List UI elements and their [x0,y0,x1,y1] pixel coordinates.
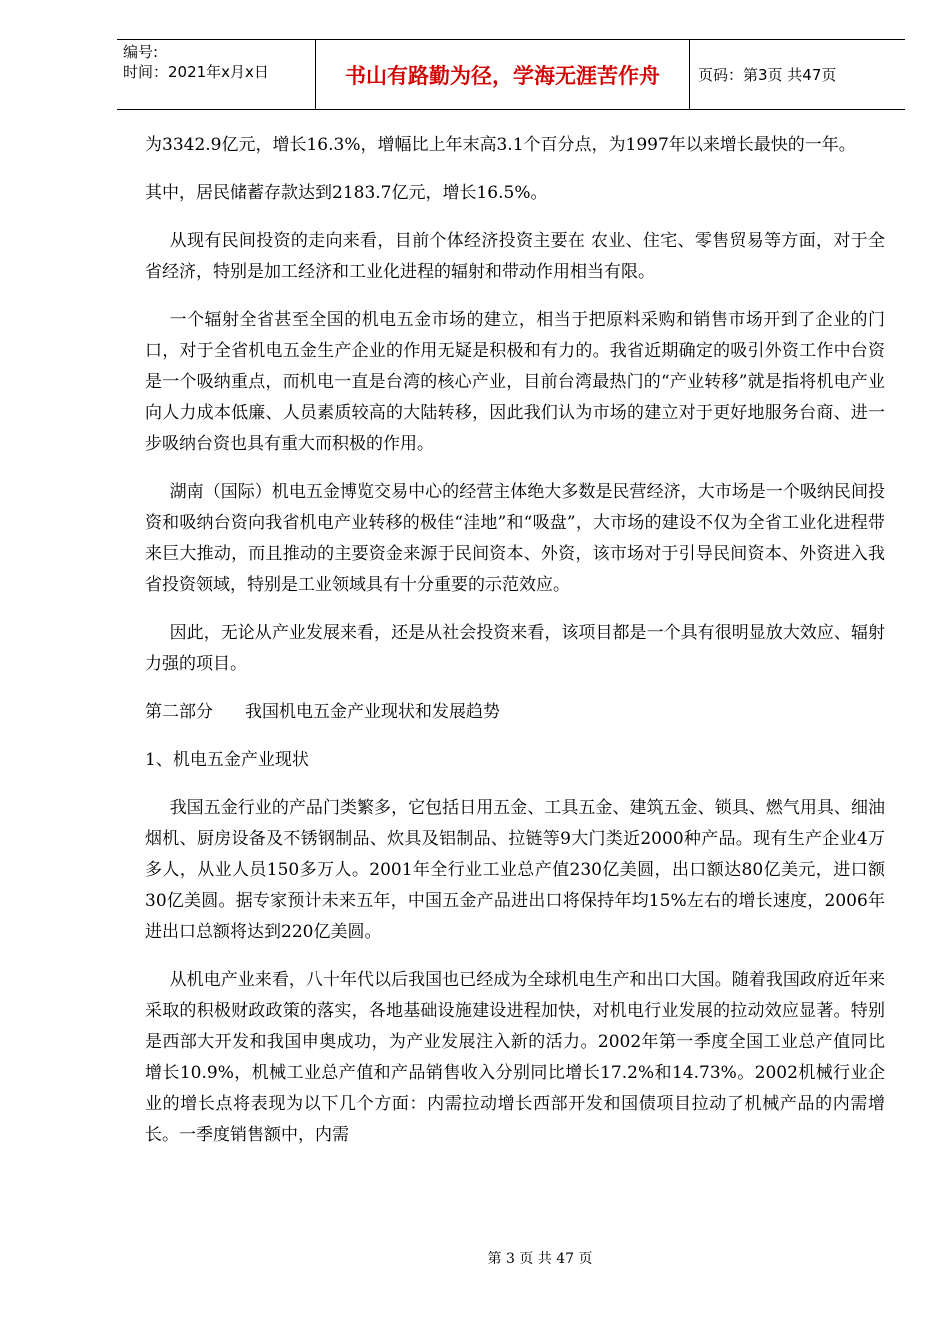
sub-heading: 1、机电五金产业现状 [145,750,309,770]
page-footer [0,1248,950,1268]
time-label: 时间：2021年x月x日 [123,63,269,81]
footer-page-number: 第 3 页 共 47 页 [487,1251,593,1267]
paragraph-3: 从现有民间投资的走向来看，目前个体经济投资主要在 农业、住宅、零售贸易等方面，对于全省经济，特别是加工经济和工业化进程的辐射和带动作用相当有限。 [145,231,885,282]
section-heading [145,697,885,728]
paragraph-7: 我国五金行业的产品门类繁多，它包括日用五金、工具五金、建筑五金、锁具、燃气用具、细油烟机、厨房设备及不锈钢制品、炊具及铝制品、拉链等9大门类近2000种产品。现有生产企业4万多人，从业人员150多万人。2001年全行业工业总产值230亿美圆，出口额达80亿美元，进口额30亿美圆。据专家预计未来五年，中国五金产品进出口将保持年均15%左右的增长速度，2006年进出口总额将达到220亿美圆。 [145,798,885,942]
paragraph-2: 其中，居民储蓄存款达到2183.7亿元，增长16.5%。 [145,183,548,203]
part-title: 我国机电五金产业现状和发展趋势 [245,702,500,722]
header-page-label: 页码：第3页 共47页 [698,66,837,84]
code-label: 编号: [123,43,159,61]
document-body [145,130,885,1168]
paragraph-1: 为3342.9亿元，增长16.3%，增幅比上年末高3.1个百分点，为1997年以来增长最快的一年。 [145,135,856,155]
paragraph-6: 因此，无论从产业发展来看，还是从社会投资来看，该项目都是一个具有很明显放大效应、辐射力强的项目。 [145,623,885,674]
paragraph-4: 一个辐射全省甚至全国的机电五金市场的建立，相当于把原料采购和销售市场开到了企业的门口，对于全省机电五金生产企业的作用无疑是积极和有力的。我省近期确定的吸引外资工作中台资是一个吸纳重点，而机电一直是台湾的核心产业，目前台湾最热门的“产业转移”就是指将机电产业向人力成本低廉、人员素质较高的大陆转移，因此我们认为市场的建立对于更好地服务台商、进一步吸纳台资也具有重大而积极的作用。 [145,310,885,454]
page-header [117,39,905,110]
header-slogan: 书山有路勤为径，学海无涯苦作舟 [316,40,690,109]
paragraph-8: 从机电产业来看，八十年代以后我国也已经成为全球机电生产和出口大国。随着我国政府近年来采取的积极财政政策的落实，各地基础设施建设进程加快，对机电行业发展的拉动效应显著。特别是西部大开发和我国申奥成功，为产业发展注入新的活力。2002年第一季度全国工业总产值同比增长10.9%，机械工业总产值和产品销售收入分别同比增长17.2%和14.73%。2002机械行业企业的增长点将表现为以下几个方面：内需拉动增长西部开发和国债项目拉动了机械产品的内需增长。一季度销售额中，内需 [145,970,885,1145]
header-meta [117,40,316,109]
paragraph-5: 湖南（国际）机电五金博览交易中心的经营主体绝大多数是民营经济，大市场是一个吸纳民间投资和吸纳台资向我省机电产业转移的极佳“洼地”和“吸盘”，大市场的建设不仅为全省工业化进程带来巨大推动，而且推动的主要资金来源于民间资本、外资，该市场对于引导民间资本、外资进入我省投资领域，特别是工业领域具有十分重要的示范效应。 [145,482,885,595]
part-label: 第二部分 [145,702,213,722]
